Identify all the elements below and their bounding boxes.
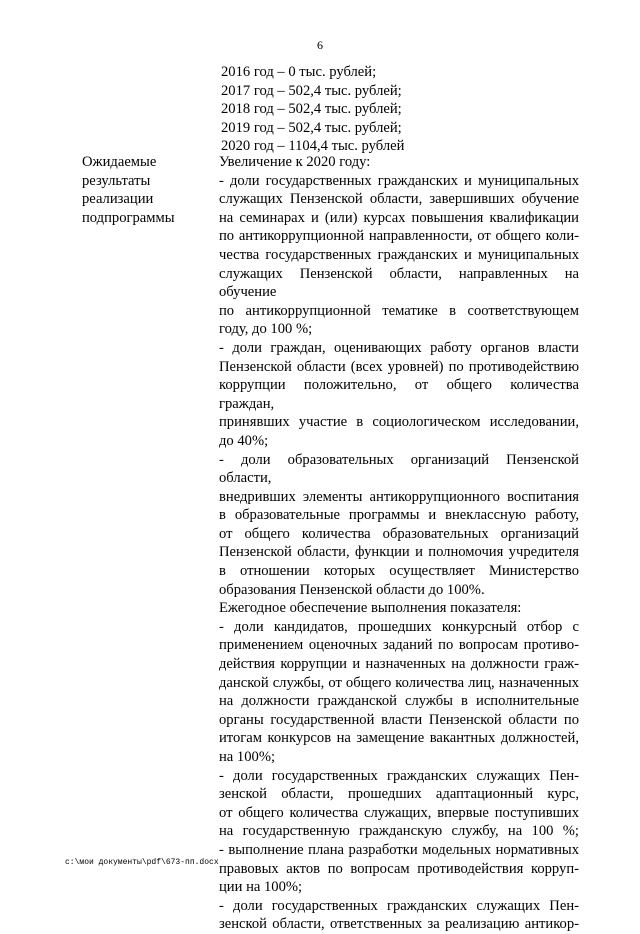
funding-line: 2018 год – 502,4 тыс. рублей; [221, 101, 402, 118]
results-line: от общего количества образовательных организаций [219, 525, 579, 542]
results-line: данской службы, от общего количества лиц, назначенных [219, 674, 579, 691]
funding-line: 2019 год – 502,4 тыс. рублей; [221, 119, 402, 136]
results-line: служащих Пензенской области, направленных на обучение [219, 265, 579, 301]
funding-list [221, 63, 404, 156]
results-line: - выполнение плана разработки модельных нормативных [219, 841, 579, 858]
results-line: Увеличение к 2020 году: [219, 154, 371, 170]
results-line: - доли государственных гражданских служащих Пен- [219, 897, 579, 914]
results-line: - доли образовательных организаций Пензенской области, [219, 451, 579, 487]
results-line: на государственную гражданскую службу, на 100 %; [219, 823, 579, 840]
results-line: в образовательные программы и внеклассную работу, [219, 507, 579, 524]
results-line: - доли государственных гражданских служащих Пен- [219, 767, 579, 784]
section-label [82, 153, 175, 227]
results-line: действия коррупции и назначенных на должности граж- [219, 656, 579, 673]
results-line: коррупции положительно, от общего количества граждан, [219, 377, 579, 412]
results-line: по антикоррупционной направленности, от общего коли- [219, 228, 579, 245]
funding-line: 2016 год – 0 тыс. рублей; [221, 64, 377, 80]
results-line: образования Пензенской области до 100%. [219, 581, 485, 598]
results-line: на семинарах и (или) курсах повышения квалификации [219, 209, 579, 226]
results-line: служащих Пензенской области, завершивших обучение [219, 191, 579, 208]
footer-file-path: c:\мои документы\pdf\673-пп.docx [65, 858, 219, 867]
expected-results-text [219, 153, 579, 934]
funding-line: 2017 год – 502,4 тыс. рублей; [221, 82, 402, 99]
results-line: зенской области, прошедших адаптационный курс, [219, 786, 579, 803]
results-line: - доли кандидатов, прошедших конкурсный отбор с [219, 618, 579, 635]
page-number: 6 [317, 38, 323, 52]
results-line: правовых актов по вопросам противодействия корруп- [219, 860, 579, 877]
section-label-line: результаты [82, 172, 151, 189]
results-line: чества государственных гражданских и муниципальных [219, 246, 579, 263]
results-line: на должности гражданской службы в исполнительные [219, 693, 579, 710]
results-line: году, до 100 %; [219, 321, 313, 338]
results-line: итогам конкурсов на замещение вакантных должностей, [219, 730, 579, 747]
results-line: внедривших элементы антикоррупционного воспитания [219, 488, 579, 505]
results-line: в отношении которых осуществляет Министерство [219, 563, 579, 580]
results-line: принявших участие в социологическом исследовании, [219, 414, 579, 431]
funding-line: 2020 год – 1104,4 тыс. рублей [221, 138, 405, 155]
results-line: по антикоррупционной тематике в соответствующем [219, 302, 579, 319]
results-line: применением оценочных заданий по вопросам противо- [219, 637, 579, 654]
section-label-line: Ожидаемые [82, 154, 157, 170]
results-line: Пензенской области, функции и полномочия учредителя [219, 544, 579, 561]
results-line: зенской области, ответственных за реализацию антикор- [219, 916, 579, 933]
results-line: ции на 100%; [219, 879, 303, 896]
results-line: - доли государственных гражданских и муниципальных [219, 172, 579, 189]
results-line: - доли граждан, оценивающих работу органов власти [219, 339, 579, 356]
section-label-line: подпрограммы [82, 209, 175, 226]
results-line: на 100%; [219, 749, 276, 765]
results-line: до 40%; [219, 432, 269, 449]
results-line: Пензенской области (всех уровней) по противодействию [219, 358, 579, 375]
results-line: Ежегодное обеспечение выполнения показателя: [219, 600, 522, 617]
section-label-line: реализации [82, 191, 154, 208]
results-line: органы государственной власти Пензенской области по [219, 711, 579, 728]
results-line: от общего количества служащих, впервые поступивших [219, 804, 579, 821]
